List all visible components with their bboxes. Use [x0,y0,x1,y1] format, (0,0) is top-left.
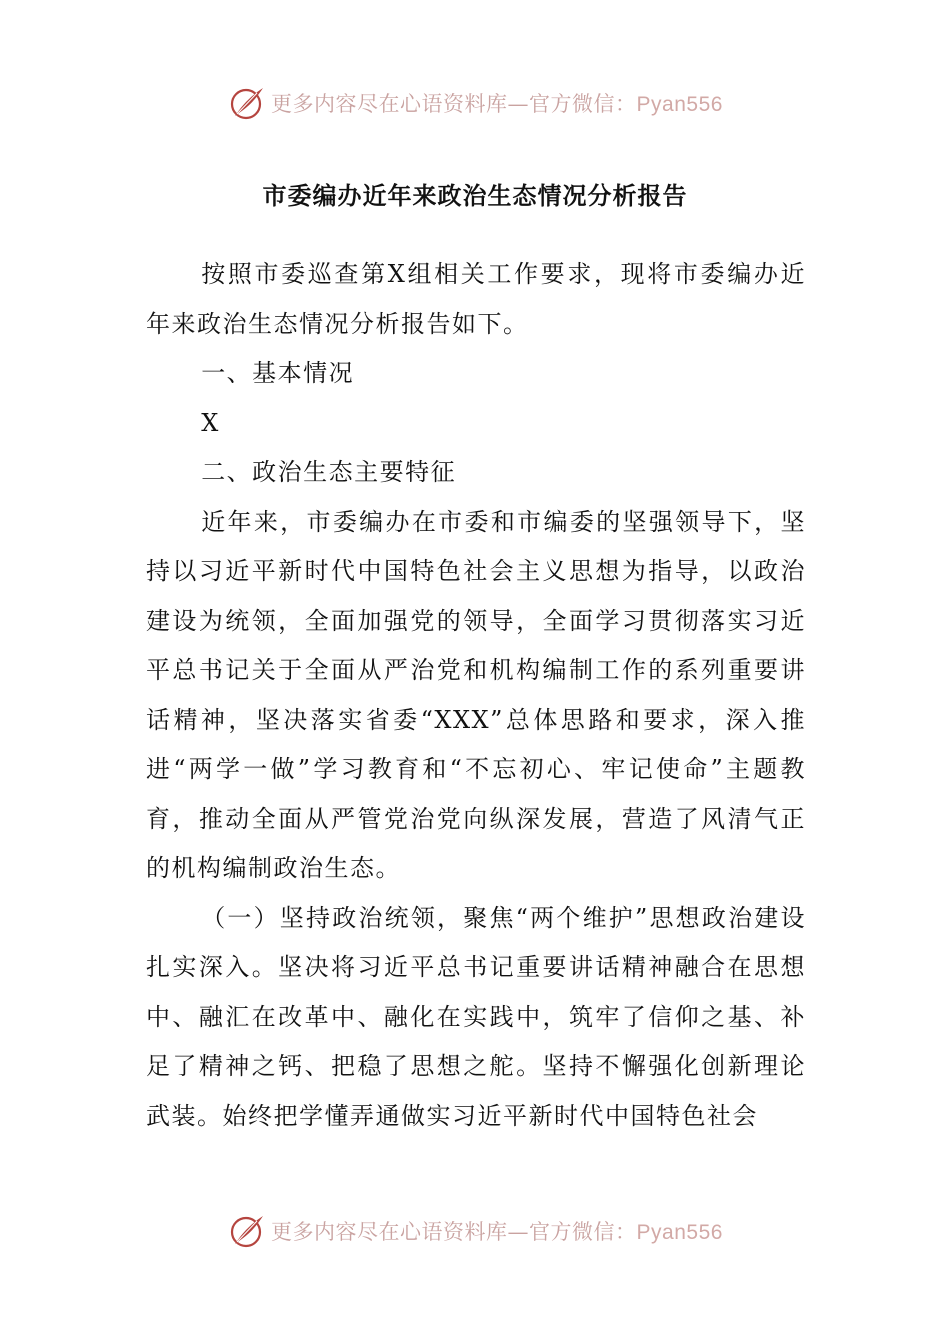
watermark-text: 更多内容尽在心语资料库—官方微信：Pyan556 [271,1220,723,1244]
watermark-banner-bottom [0,1208,950,1254]
section-heading-basic: 一、基本情况 [201,359,355,387]
document-body [146,250,806,1141]
watermark-banner-top [0,80,950,126]
watermark-text: 更多内容尽在心语资料库—官方微信：Pyan556 [271,92,723,116]
wechat-id: Pyan556 [636,93,723,116]
subsection-paragraph: （一）坚持政治统领，聚焦“两个维护”思想政治建设扎实深入。坚决将习近平总书记重要讲话精神融合在思想中、融汇在改革中、融化在实践中，筑牢了信仰之基、补足了精神之钙、把稳了思想之舵。坚持不懈强化创新理论武装。始终把学懂弄通做实习近平新时代中国特色社会 [146,903,806,1130]
feather-pen-circle-icon [227,1211,267,1251]
document-title: 市委编办近年来政治生态情况分析报告 [262,181,688,210]
section-heading-features: 二、政治生态主要特征 [201,458,457,486]
feather-pen-circle-icon [227,83,267,123]
placeholder-paragraph: X [201,408,220,437]
wechat-id: Pyan556 [636,1221,723,1244]
body-paragraph: 近年来，市委编办在市委和市编委的坚强领导下，坚持以习近平新时代中国特色社会主义思想为指导，以政治建设为统领，全面加强党的领导，全面学习贯彻落实习近平总书记关于全面从严治党和机构编制工作的系列重要讲话精神，坚决落实省委“XXX”总体思路和要求，深入推进“两学一做”学习教育和“不忘初心、牢记使命”主题教育，推动全面从严管党治党向纵深发展，营造了风清气正的机构编制政治生态。 [146,507,806,882]
intro-paragraph: 按照市委巡查第X组相关工作要求，现将市委编办近年来政治生态情况分析报告如下。 [146,260,806,338]
